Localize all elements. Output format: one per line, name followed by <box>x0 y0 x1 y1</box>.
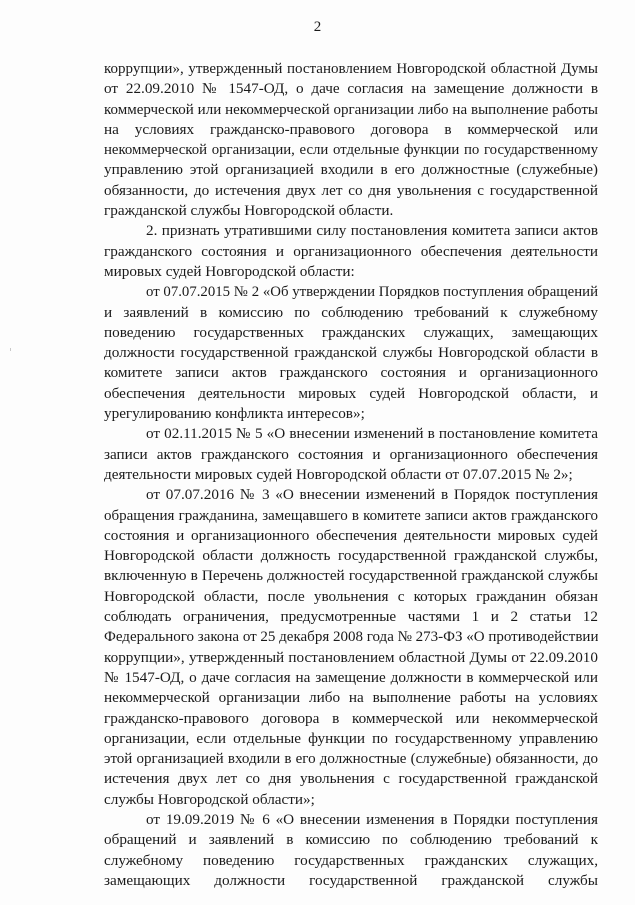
text-line: от 07.07.2015 № 2 «Об утверждении Порядков поступления обращений <box>146 284 598 301</box>
text-line: от 22.09.2010 № 1547-ОД, о даче согласия на замещение должности в <box>104 80 598 98</box>
text-line: Новгородской области, после увольнения с которых гражданин обязан <box>104 587 598 605</box>
text-line: от 07.07.2016 № 3 «О внесении изменений в Порядок поступления <box>146 486 598 504</box>
text-line: замещающих должности государственной гражданской службы <box>104 871 598 889</box>
text-line: организации, если отдельные функции по государственному управлению <box>104 729 598 747</box>
text-line: Федерального закона от 25 декабря 2008 года № 273-ФЗ «О противодействии <box>104 629 598 646</box>
text-line: обеспечения деятельности мировых судей Новгородской области, и <box>104 384 598 402</box>
text-line: мировых судей Новгородской области: <box>104 262 355 280</box>
text-line: поведению государственных гражданских служащих, замещающих <box>104 323 598 341</box>
text-line: обращений и заявлений в комиссию по соблюдению требований к <box>104 831 598 849</box>
text-line: этой организацией входили в его должностные (служебные) обязанности, до <box>104 751 598 768</box>
text-line: коррупции», утвержденный постановлением областной Думы от 22.09.2010 <box>104 648 598 666</box>
text-line: от 19.09.2019 № 6 «О внесении изменения в Порядки поступления <box>146 810 598 828</box>
text-line: коррупции», утвержденный постановлением Новгородской областной Думы <box>104 61 598 77</box>
text-line: на условиях гражданско-правового договора в коммерческой или <box>104 120 598 138</box>
text-line: 2. признать утратившими силу постановления комитета записи актов <box>146 222 598 240</box>
text-line: деятельности мировых судей Новгородской области от 07.07.2015 № 2»; <box>104 465 573 483</box>
text-line: служебному поведению государственных гражданских служащих, <box>104 851 598 869</box>
text-line: некоммерческой организации, если отдельные функции по государственному <box>104 142 598 159</box>
text-line: обращения гражданина, замещавшего в комитете записи актов гражданского <box>104 507 598 524</box>
text-line: Новгородской области должность государственной гражданской службы, <box>104 547 598 565</box>
text-line: гражданско-правового договора в коммерческой или некоммерческой <box>104 709 598 727</box>
text-line: соблюдать ограничения, предусмотренные частями 1 и 2 статьи 12 <box>104 608 598 626</box>
document-body <box>104 59 598 891</box>
text-line: комитете записи актов гражданского состояния и организационного <box>104 364 598 382</box>
page-number: 2 <box>313 19 322 35</box>
text-line: обязанности, до истечения двух лет со дня увольнения с государственной <box>104 181 598 199</box>
text-line: некоммерческой организации либо на выполнение работы на условиях <box>104 689 598 707</box>
text-line: коммерческой или некоммерческой организации либо на выполнение работы <box>104 101 598 118</box>
text-line: гражданского состояния и организационного обеспечения деятельности <box>104 242 598 260</box>
text-line: состояния и организационного обеспечения деятельности мировых судей <box>104 526 598 544</box>
text-line: записи актов гражданского состояния и организационного обеспечения <box>104 445 598 463</box>
text-line: управлению этой организацией входили в его должностные (служебные) <box>104 161 598 179</box>
text-line: № 1547-ОД, о даче согласия на замещение должности в коммерческой или <box>104 668 598 686</box>
text-line: истечения двух лет со дня увольнения с государственной гражданской <box>104 770 598 788</box>
text-line: от 02.11.2015 № 5 «О внесении изменений в постановление комитета <box>146 425 598 443</box>
text-line: должности государственной гражданской службы Новгородской области в <box>104 344 598 362</box>
margin-scan-mark <box>10 348 11 351</box>
text-line: урегулированию конфликта интересов»; <box>104 405 365 423</box>
text-line: гражданской службы Новгородской области. <box>104 202 394 220</box>
text-line: включенную в Перечень должностей государственной гражданской службы <box>104 567 598 585</box>
text-line: службы Новгородской области»; <box>104 790 315 808</box>
text-line: и заявлений в комиссию по соблюдению требований к служебному <box>104 303 598 321</box>
